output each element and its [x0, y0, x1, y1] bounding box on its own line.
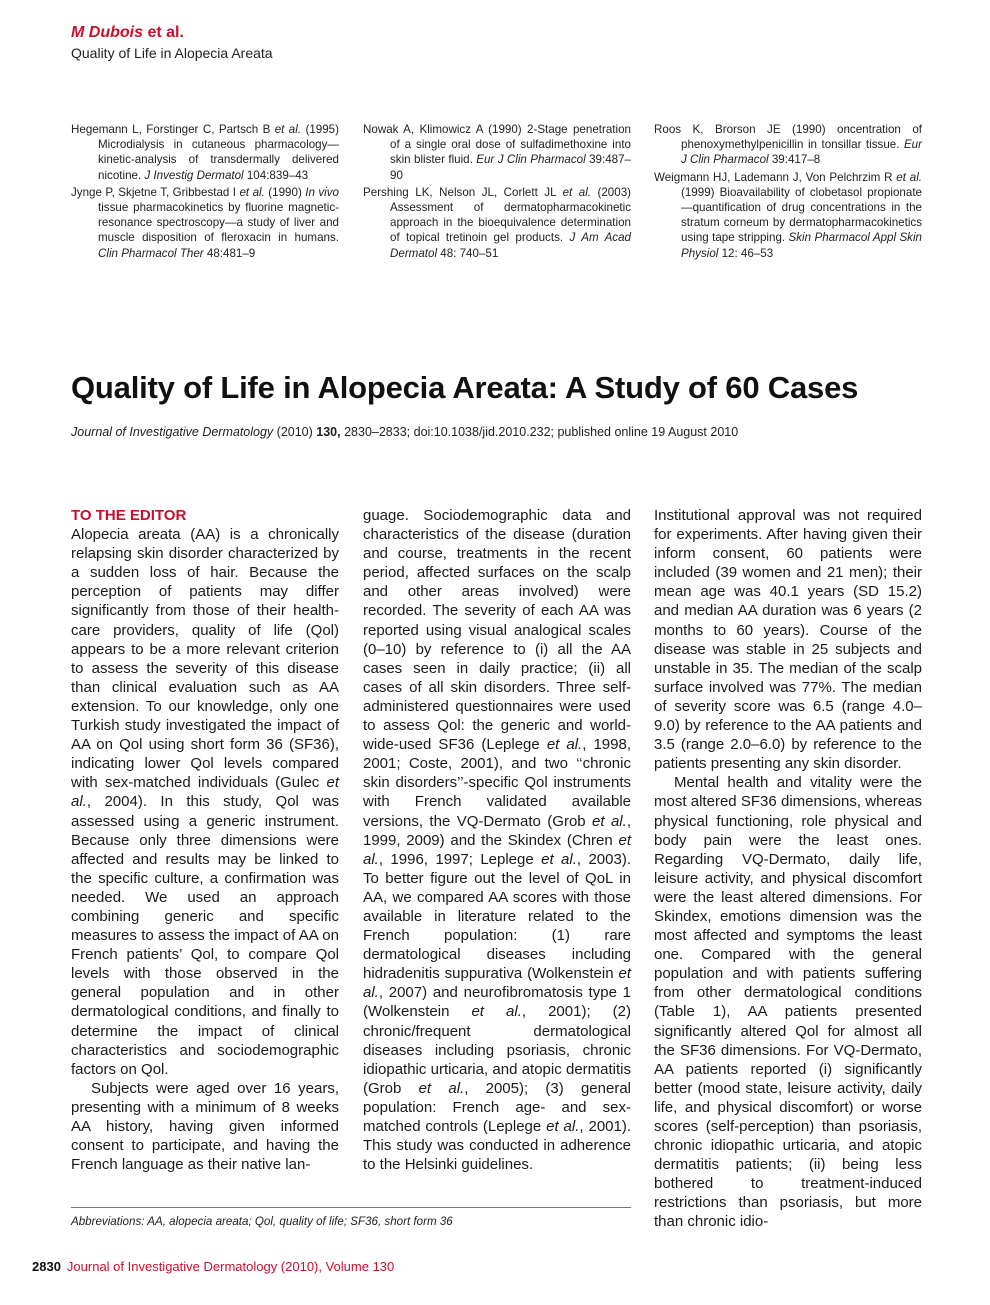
paragraph-results-2: Mental health and vitality were the most altered SF36 dimensions, whereas physical functioning, role physical and body pain were the least ones. Regarding VQ-Dermato, daily life, leisure activity, and physical discomfort were the least altered dimensions. For Skindex, emotions dimension was the most affected and symptoms the least one. Compared with the general population and with patients suffering from other dermatological conditions (Table 1), AA patients presented significantly altered Qol for almost all the SF36 dimensions. For VQ-Dermato, AA patients reported (i) significantly better (mood state, leisure activity, daily life, and physical discomfort) or worse scores (self-perception) than psoriasis, chronic idiopathic urticaria, and atopic dermatitis patients; (ii) being less bothered to treatment-induced restrictions than psoriasis, but more than chronic idio- [654, 774, 922, 1231]
reference-roos: Roos K, Brorson JE (1990) oncentration of phenoxymethylpenicillin in tonsillar tissue. Eur J Clin Pharmacol 39:417–8 [654, 123, 922, 167]
reference-pershing: Pershing LK, Nelson JL, Corlett JL et al. (2003) Assessment of dermatopharmacokinetic approach in the bioequivalence determination of topical tretinoin gel products. J Am Acad Dermatol 48: 740–51 [363, 185, 631, 260]
footnote-divider [71, 1207, 631, 1208]
reference-jynge: Jynge P, Skjetne T, Gribbestad I et al. (1990) In vivo tissue pharmacokinetics by fluorine magnetic-resonance spectroscopy—a study of liver and muscle disposition of fleroxacin in humans. Clin Pharmacol Ther 48:481–9 [71, 185, 339, 260]
running-title: Quality of Life in Alopecia Areata [71, 45, 273, 61]
body-column-2 [363, 506, 631, 1174]
body-column-1 [71, 506, 339, 1174]
author-suffix: et al. [143, 24, 184, 41]
page-footer [32, 1259, 394, 1274]
body-column-3 [654, 506, 922, 1232]
section-heading: TO THE EDITOR [71, 507, 187, 524]
article-title: Quality of Life in Alopecia Areata: A Study of 60 Cases [71, 370, 859, 405]
journal-citation: Journal of Investigative Dermatology (2010) 130, 2830–2833; doi:10.1038/jid.2010.232; published online 19 August 2010 [71, 425, 739, 439]
references-column-1 [71, 122, 339, 263]
author-name: M Dubois [71, 24, 143, 41]
page-number: 2830 [32, 1259, 61, 1274]
references-column-2 [363, 122, 631, 263]
reference-hegemann: Hegemann L, Forstinger C, Partsch B et al. (1995) Microdialysis in cutaneous pharmacology—kinetic-analysis of transdermally delivered nicotine. J Investig Dermatol 104:839–43 [71, 123, 339, 182]
references-column-3 [654, 122, 922, 263]
journal-name: Journal of Investigative Dermatology [71, 425, 274, 439]
paragraph-methods: guage. Sociodemographic data and characteristics of the disease (duration and course, treatments in the recent period, affected surfaces on the scalp and other areas involved) were recorded. The severity of each AA was reported using visual analogical scales (0–10) by reference to (i) all the AA cases seen in daily practice; (ii) all cases of all skin disorders. Three self-administered questionnaires were used to assess Qol: the generic and world-wide-used SF36 (Leplege et al., 1998, 2001; Coste, 2001), and two ‘‘chronic skin disorders’’-specific Qol instruments with French validated available versions, the VQ-Dermato (Grob et al., 1999, 2009) and the Skindex (Chren et al., 1996, 1997; Leplege et al., 2003). To better figure out the level of QoL in AA, we compared AA scores with those available in literature related to the French population: (1) rare dermatological diseases including hidradenitis suppurativa (Wolkenstein et al., 2007) and neurofibromatosis type 1 (Wolkenstein et al., 2001); (2) chronic/frequent dermatological diseases including psoriasis, chronic idiopathic urticaria, and atopic dermatitis (Grob et al., 2005); (3) general population: French age- and sex-matched controls (Leplege et al., 2001). This study was conducted in adherence to the Helsinki guidelines. [363, 507, 632, 1174]
reference-nowak: Nowak A, Klimowicz A (1990) 2-Stage penetration of a single oral dose of sulfadimethoxine into skin blister fluid. Eur J Clin Pharmacol 39:487–90 [363, 123, 631, 182]
reference-weigmann: Weigmann HJ, Lademann J, Von Pelchrzim R et al. (1999) Bioavailability of clobetasol propionate—quantification of drug concentrations in the stratum corneum by dermatopharmacokinetics using tape stripping. Skin Pharmacol Appl Skin Physiol 12: 46–53 [654, 170, 922, 260]
paragraph-intro: Alopecia areata (AA) is a chronically relapsing skin disorder characterized by a sudden loss of hair. Because the perception of patients may differ significantly from those of their health-care providers, quality of life (Qol) appears to be a more relevant criterion to assess the severity of this disease than clinical evaluation such as AA extension. To our knowledge, only one Turkish study investigated the impact of AA on Qol using short form 36 (SF36), indicating lower Qol levels compared with sex-matched individuals (Gulec et al., 2004). In this study, Qol was assessed using a generic instrument. Because only three dimensions were affected and results may be linked to the specific culture, a confirmation was needed. We used an approach combining generic and specific measures to assess the impact of AA on French patients’ Qol, to compare Qol levels with those observed in the general population and in other dermatological conditions, and finally to determine the impact of clinical characteristics and sociodemographic factors on Qol. [71, 526, 339, 1078]
volume-number: 130, [316, 425, 341, 439]
author-header [71, 24, 184, 42]
abbreviations-footnote: Abbreviations: AA, alopecia areata; Qol, quality of life; SF36, short form 36 [71, 1215, 453, 1228]
paragraph-subjects: Subjects were aged over 16 years, presenting with a minimum of 8 weeks AA history, having given informed consent to participate, and having the French language as their native lan- [71, 1079, 339, 1174]
paragraph-results-1: Institutional approval was not required for experiments. After having given their inform consent, 60 patients were included (39 women and 21 men); their mean age was 40.1 years (SD 15.2) and median AA duration was 6 years (2 months to 60 years). Course of the disease was stable in 25 subjects and unstable in 35. The median of the scalp surface involved was 77%. The median of severity score was 6.5 (range 4.0–9.0) by reference to the AA patients and 3.5 (range 2.0–6.0) by reference to the patients presenting any skin disorder. [654, 507, 922, 773]
journal-footer-info: Journal of Investigative Dermatology (2010), Volume 130 [66, 1259, 395, 1274]
